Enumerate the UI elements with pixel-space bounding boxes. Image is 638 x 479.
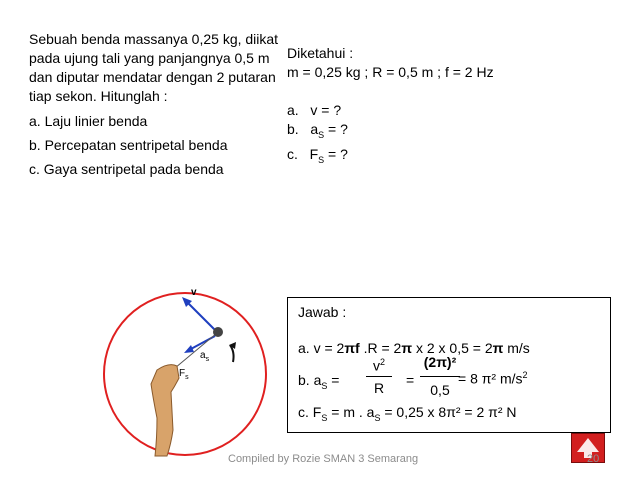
fraction1-numerator: [366, 357, 392, 374]
answer-c-prefix: c. F: [298, 404, 322, 420]
asked-letter: b.: [287, 121, 299, 137]
answer-a-mid2: x 2 x 0,5 = 2: [412, 340, 493, 356]
known-values: m = 0,25 kg ; R = 0,5 m ; f = 2 Hz: [287, 64, 494, 80]
as-label: [200, 350, 210, 363]
asked-label: Ditanyakan :: [287, 83, 371, 99]
answer-c-sub: S: [321, 412, 328, 423]
asked-text: F: [309, 145, 319, 162]
fraction2-bar: [420, 376, 460, 377]
asked-item-b: [287, 120, 607, 145]
answer-title: Jawab :: [298, 304, 347, 320]
mass-ball: [213, 327, 223, 337]
known-label: Diketahui :: [287, 45, 354, 61]
asked-text: v = ?: [310, 102, 342, 118]
f-symbol: f: [355, 340, 360, 356]
v-symbol: v: [372, 357, 380, 374]
question-a: a. Laju linier benda: [29, 113, 148, 129]
asked-sub: S: [318, 129, 325, 140]
as-label-sub: s: [205, 356, 210, 363]
answer-box: [287, 297, 611, 433]
answer-a: [298, 340, 530, 356]
as-label-main: a: [200, 350, 206, 361]
answer-a-mid: .R = 2: [359, 340, 402, 356]
v-label: v: [191, 287, 197, 298]
hand-icon: [151, 365, 179, 456]
pi-symbol: π: [492, 340, 504, 356]
answer-b-eq2: =: [406, 372, 415, 388]
asked-text: a: [310, 121, 319, 137]
asked-letter: a.: [287, 102, 299, 118]
string-line: [175, 333, 217, 368]
v-sup: 2: [379, 357, 385, 367]
answer-b-prefix-row: [298, 372, 339, 391]
page-number: 20: [587, 453, 600, 465]
question-c: c. Gaya sentripetal pada benda: [29, 161, 224, 177]
asked-rest: = ?: [324, 145, 348, 162]
solution-title: Penyelesaian :: [287, 26, 385, 42]
answer-c: [298, 404, 517, 423]
answer-c-sub2: S: [374, 412, 381, 423]
fraction1-bar: [366, 376, 392, 377]
answer-a-prefix: a. v = 2: [298, 340, 345, 356]
pi-symbol: π: [344, 340, 356, 356]
fs-label-main: F: [179, 368, 186, 379]
answer-c-text: = m . a: [327, 404, 375, 420]
answer-a-unit: m/s: [503, 340, 530, 356]
answer-b-result: [458, 370, 528, 387]
circular-motion-figure: [85, 270, 285, 460]
footer-credit: Compiled by Rozie SMAN 3 Semarang: [228, 453, 419, 465]
fraction1-denominator: R: [373, 380, 385, 396]
answer-b-result-sup: 2: [522, 370, 528, 380]
solution-block: [287, 25, 607, 170]
asked-item-c: [287, 145, 607, 170]
answer-b-result-text: = 8 π² m/s: [458, 370, 523, 387]
pi-symbol: π: [401, 340, 413, 356]
answer-c-rest: = 0,25 x 8π² = 2 π² N: [380, 404, 517, 420]
fs-label-sub: s: [185, 374, 189, 381]
problem-text: Sebuah benda massanya 0,25 kg, diikat pada ujung tali yang panjangnya 0,5 m dan diputar mendatar dengan 2 putaran tiap sekon. Hitunglah :: [29, 31, 279, 104]
fraction2-numerator: (2π)²: [423, 354, 457, 370]
fs-label: [179, 368, 189, 381]
answer-b-eq: =: [327, 372, 340, 388]
asked-letter: c.: [287, 145, 298, 162]
asked-rest: = ?: [324, 121, 348, 137]
question-b: b. Percepatan sentripetal benda: [29, 137, 228, 153]
velocity-arrow: [186, 301, 217, 332]
asked-sub: S: [318, 154, 325, 165]
asked-item-a: [287, 101, 607, 120]
problem-block: [29, 30, 284, 179]
answer-b-prefix: b. a: [298, 372, 322, 388]
acceleration-arrowhead: [184, 345, 194, 353]
fraction2-denominator: 0,5: [430, 382, 450, 398]
answer-b-sub: S: [321, 380, 328, 391]
asked-list: [287, 101, 607, 170]
